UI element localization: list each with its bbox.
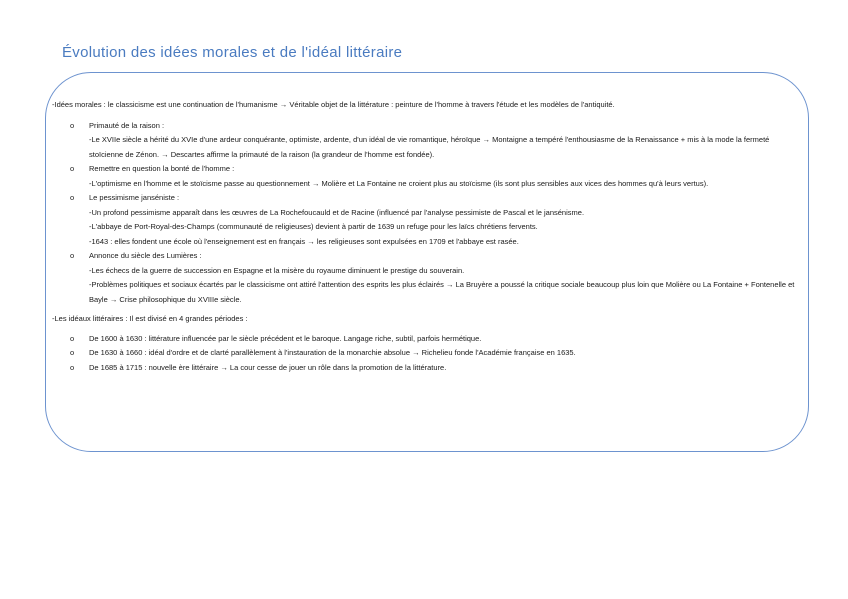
section-line: -Un profond pessimisme apparaît dans les œuvres de La Rochefoucauld et de Racine (influencé par l'analyse pessimiste de Pascal et le jansénisme. — [89, 207, 585, 217]
list-item — [70, 361, 800, 376]
section-line: -Problèmes politiques et sociaux écartés par le classicisme ont attiré l'attention des esprits les plus éclairés → La Bruyère a poussé la critique sociale beaucoup plus loin que Molière ou La Fontaine + Fontenelle et Bayle → Crise philosophique du XVIIIe siècle. — [89, 280, 795, 304]
list-item — [70, 346, 800, 361]
list-item — [70, 332, 800, 347]
bullet-icon: o — [70, 251, 75, 260]
list-item — [70, 249, 800, 307]
bullet-icon: o — [70, 362, 75, 372]
period-text: De 1630 à 1660 : idéal d'ordre et de clarté parallèlement à l'instauration de la monarchie absolue → Richelieu fonde l'Académie française en 1635. — [89, 348, 576, 357]
bullet-icon: o — [70, 333, 75, 343]
bullet-icon: o — [70, 120, 75, 130]
bullet-icon: o — [70, 164, 75, 173]
section-heading: Le pessimisme janséniste : — [89, 193, 180, 202]
section-heading: Remettre en question la bonté de l'homme : — [89, 164, 235, 173]
content-body — [52, 98, 800, 375]
period-text: De 1685 à 1715 : nouvelle ère littéraire → La cour cesse de jouer un rôle dans la promotion de la littérature. — [89, 362, 447, 372]
bullet-icon: o — [70, 193, 75, 202]
intro-ideaux-litteraires: -Les idéaux littéraires : Il est divisé en 4 grandes périodes : — [52, 314, 248, 323]
period-text: De 1600 à 1630 : littérature influencée par le siècle précédent et le baroque. Langage riche, subtil, parfois hermétique. — [89, 333, 482, 343]
list-item — [70, 162, 800, 191]
section-line: -1643 : elles fondent une école où l'enseignement est en français → les religieuses sont expulsées en 1709 et l'abbaye est rasée. — [89, 236, 519, 246]
list-item — [70, 191, 800, 249]
section-heading: Annonce du siècle des Lumières : — [89, 251, 202, 260]
section-line: -Les échecs de la guerre de succession en Espagne et la misère du royaume diminuent le prestige du souverain. — [89, 265, 465, 275]
section-line: -Le XVIIe siècle a hérité du XVIe d'une ardeur conquérante, optimiste, ardente, d'un idéal de vie romantique, héroïque → Montaigne a tempéré l'enthousiasme de la Renaissance + mis à la mode la fermeté stoïcienne de Zénon. → Descartes affirme la primauté de la raison (la grandeur de l'homme est fondée). — [89, 135, 770, 159]
page-title: Évolution des idées morales et de l'idéal littéraire — [62, 44, 403, 61]
section-line: -L'optimisme en l'homme et le stoïcisme passe au questionnement → Molière et La Fontaine ne croient plus au stoïcisme (ils sont plus sensibles aux vices des hommes qu'à leurs vertus). — [89, 178, 709, 188]
intro-idees-morales: -Idées morales : le classicisme est une continuation de l'humanisme → Véritable objet de la littérature : peinture de l'homme à travers l'étude et les modèles de l'antiquité. — [52, 100, 615, 109]
periods-list — [70, 332, 800, 376]
sections-list — [70, 119, 800, 308]
section-line: -L'abbaye de Port-Royal-des-Champs (communauté de religieuses) devient à partir de 1639 un refuge pour les laïcs chrétiens fervents. — [89, 222, 538, 231]
section-heading: Primauté de la raison : — [89, 120, 165, 130]
bullet-icon: o — [70, 348, 75, 357]
list-item — [70, 119, 800, 163]
